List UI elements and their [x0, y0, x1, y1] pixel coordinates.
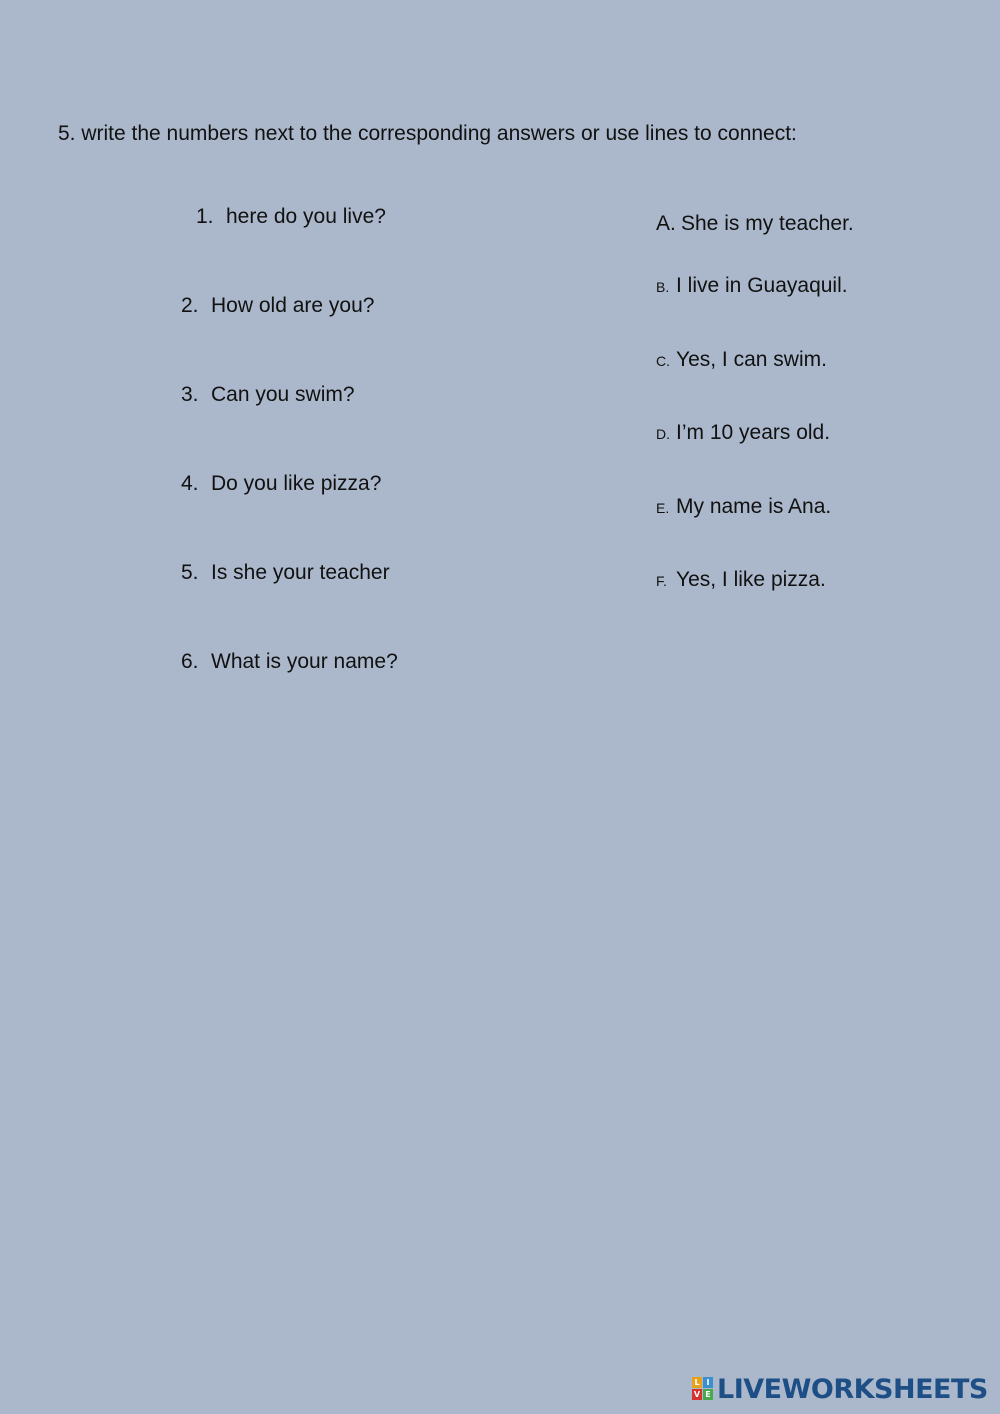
answer-letter: C.: [656, 353, 670, 369]
question-text: here do you live?: [226, 205, 386, 228]
logo-mark-cell: L: [692, 1377, 702, 1388]
question-number: 3.: [181, 383, 199, 406]
answer-item: [656, 421, 830, 445]
answer-item: [656, 568, 826, 592]
question-item: [196, 205, 386, 229]
liveworksheets-logo[interactable]: [692, 1372, 988, 1406]
question-text: Can you swim?: [211, 383, 355, 406]
answer-item: [656, 274, 848, 298]
question-item: [181, 650, 398, 674]
answer-item: [656, 495, 831, 519]
answer-text: Yes, I like pizza.: [676, 568, 826, 591]
question-item: [181, 383, 355, 407]
question-number: 2.: [181, 294, 199, 317]
question-item: [181, 472, 381, 496]
answer-letter: E.: [656, 500, 670, 516]
answer-text: She is my teacher.: [681, 212, 854, 235]
answer-letter: A.: [656, 212, 676, 235]
answer-text: My name is Ana.: [676, 495, 832, 518]
answer-letter: B.: [656, 279, 670, 295]
question-text: Do you like pizza?: [211, 472, 382, 495]
answer-item: [656, 348, 827, 372]
question-text: Is she your teacher: [211, 561, 390, 584]
logo-mark-cell: E: [703, 1389, 713, 1400]
question-number: 6.: [181, 650, 199, 673]
answer-letter: F.: [656, 573, 667, 589]
logo-mark-cell: I: [703, 1377, 713, 1388]
logo-mark-cell: V: [693, 1390, 701, 1399]
question-number: 5.: [181, 561, 199, 584]
logo-mark-icon: [692, 1377, 714, 1401]
answer-letter: D.: [656, 426, 670, 442]
logo-text: LIVEWORKSHEETS: [717, 1373, 988, 1405]
question-item: [181, 294, 374, 318]
question-number: 1.: [196, 205, 214, 228]
question-item: [181, 561, 390, 585]
answer-text: I’m 10 years old.: [676, 421, 831, 444]
answer-text: Yes, I can swim.: [676, 348, 827, 371]
question-number: 4.: [181, 472, 199, 495]
answer-item: [656, 212, 854, 236]
instruction-text: 5. write the numbers next to the corresponding answers or use lines to connect:: [58, 122, 797, 145]
answer-text: I live in Guayaquil.: [676, 274, 848, 297]
question-text: What is your name?: [211, 650, 398, 673]
question-text: How old are you?: [211, 294, 375, 317]
